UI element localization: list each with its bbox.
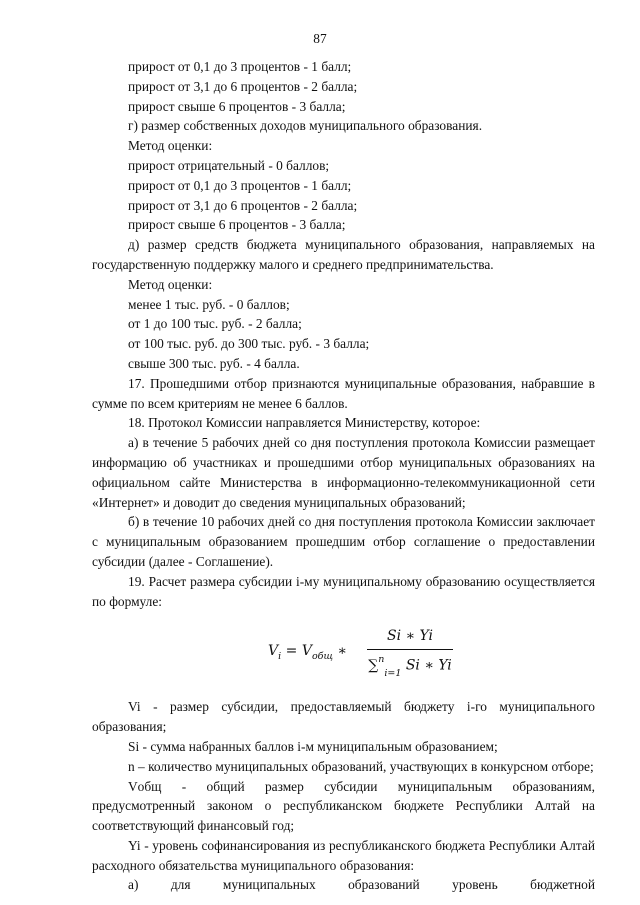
- formula-equals: =: [285, 643, 298, 660]
- paragraph: Yi - уровень софинансирования из республиканского бюджета Республики Алтай расходного обязательства муниципального образования:: [92, 837, 595, 873]
- paragraph: прирост от 3,1 до 6 процентов - 2 балла;: [128, 78, 358, 94]
- paragraph: прирост отрицательный - 0 баллов;: [128, 157, 330, 173]
- formula-denominator-term: Si ∗ Yi: [405, 657, 452, 674]
- formula-lhs-sub: i: [278, 651, 282, 663]
- formula-sum-lower: i=1: [384, 667, 402, 679]
- formula-fraction: [367, 627, 453, 681]
- paragraph: Vобщ - общий размер субсидии муниципальным образованиям, предусмотренный законом о республиканском бюджете Республики Алтай на соответствующий финансовый год;: [92, 778, 595, 834]
- document-body: [92, 57, 595, 895]
- paragraph: Si - сумма набранных баллов i-м муниципальным образованием;: [128, 738, 498, 754]
- formula-sum-sign: ∑: [368, 657, 379, 674]
- paragraph: Vi - размер субсидии, предоставляемый бюджету i-го муниципального образования;: [92, 699, 595, 735]
- formula-total-sub: общ: [311, 651, 333, 663]
- formula-sum-upper: n: [378, 654, 385, 666]
- paragraph: прирост свыше 6 процентов - 3 балла;: [128, 217, 346, 233]
- formula-numerator: Si ∗ Yi: [367, 627, 453, 650]
- formula-total-var: V: [301, 643, 312, 660]
- subsidy-formula: [92, 611, 595, 697]
- paragraph: а) в течение 5 рабочих дней со дня поступления протокола Комиссии размещает информацию об участниках и прошедшими отбор муниципальных образованиях на официальном сайте Министерства в информационно-телекоммуникационной сети «Интернет» и доводит до сведения муниципальных образований;: [92, 435, 595, 510]
- paragraph: 17. Прошедшими отбор признаются муниципальные образования, набравшие в сумме по всем критериям не менее 6 баллов.: [92, 375, 595, 411]
- paragraph: n – количество муниципальных образований, участвующих в конкурсном отборе;: [128, 758, 594, 774]
- paragraph: 19. Расчет размера субсидии i-му муниципальному образованию осуществляется по формуле:: [92, 573, 595, 609]
- paragraph: г) размер собственных доходов муниципального образования.: [128, 118, 483, 134]
- paragraph: свыше 300 тыс. руб. - 4 балла.: [128, 355, 300, 371]
- formula-left-side: [268, 642, 347, 667]
- paragraph: Метод оценки:: [128, 138, 213, 154]
- paragraph: прирост от 0,1 до 3 процентов - 1 балл;: [128, 177, 352, 193]
- paragraph: 18. Протокол Комиссии направляется Министерству, которое:: [128, 415, 481, 431]
- paragraph: от 1 до 100 тыс. руб. - 2 балла;: [128, 316, 302, 332]
- paragraph: от 100 тыс. руб. до 300 тыс. руб. - 3 балла;: [128, 336, 370, 352]
- paragraph: менее 1 тыс. руб. - 0 баллов;: [128, 296, 290, 312]
- formula-mult: ∗: [337, 643, 347, 660]
- paragraph: а) для муниципальных образований уровень бюджетной: [128, 877, 595, 893]
- paragraph: прирост свыше 6 процентов - 3 балла;: [128, 98, 346, 114]
- page-number: 87: [313, 31, 327, 46]
- formula-denominator: [367, 650, 453, 681]
- paragraph: прирост от 3,1 до 6 процентов - 2 балла;: [128, 197, 358, 213]
- paragraph: прирост от 0,1 до 3 процентов - 1 балл;: [128, 59, 352, 74]
- formula-lhs-var: V: [268, 643, 279, 660]
- paragraph: д) размер средств бюджета муниципального образования, направляемых на государственную поддержку малого и среднего предпринимательства.: [92, 237, 595, 272]
- paragraph: Метод оценки:: [128, 276, 213, 292]
- paragraph: б) в течение 10 рабочих дней со дня поступления протокола Комиссии заключает с муниципальным образованием прошедшим отбор соглашение о предоставлении субсидии (далее - Соглашение).: [92, 514, 595, 569]
